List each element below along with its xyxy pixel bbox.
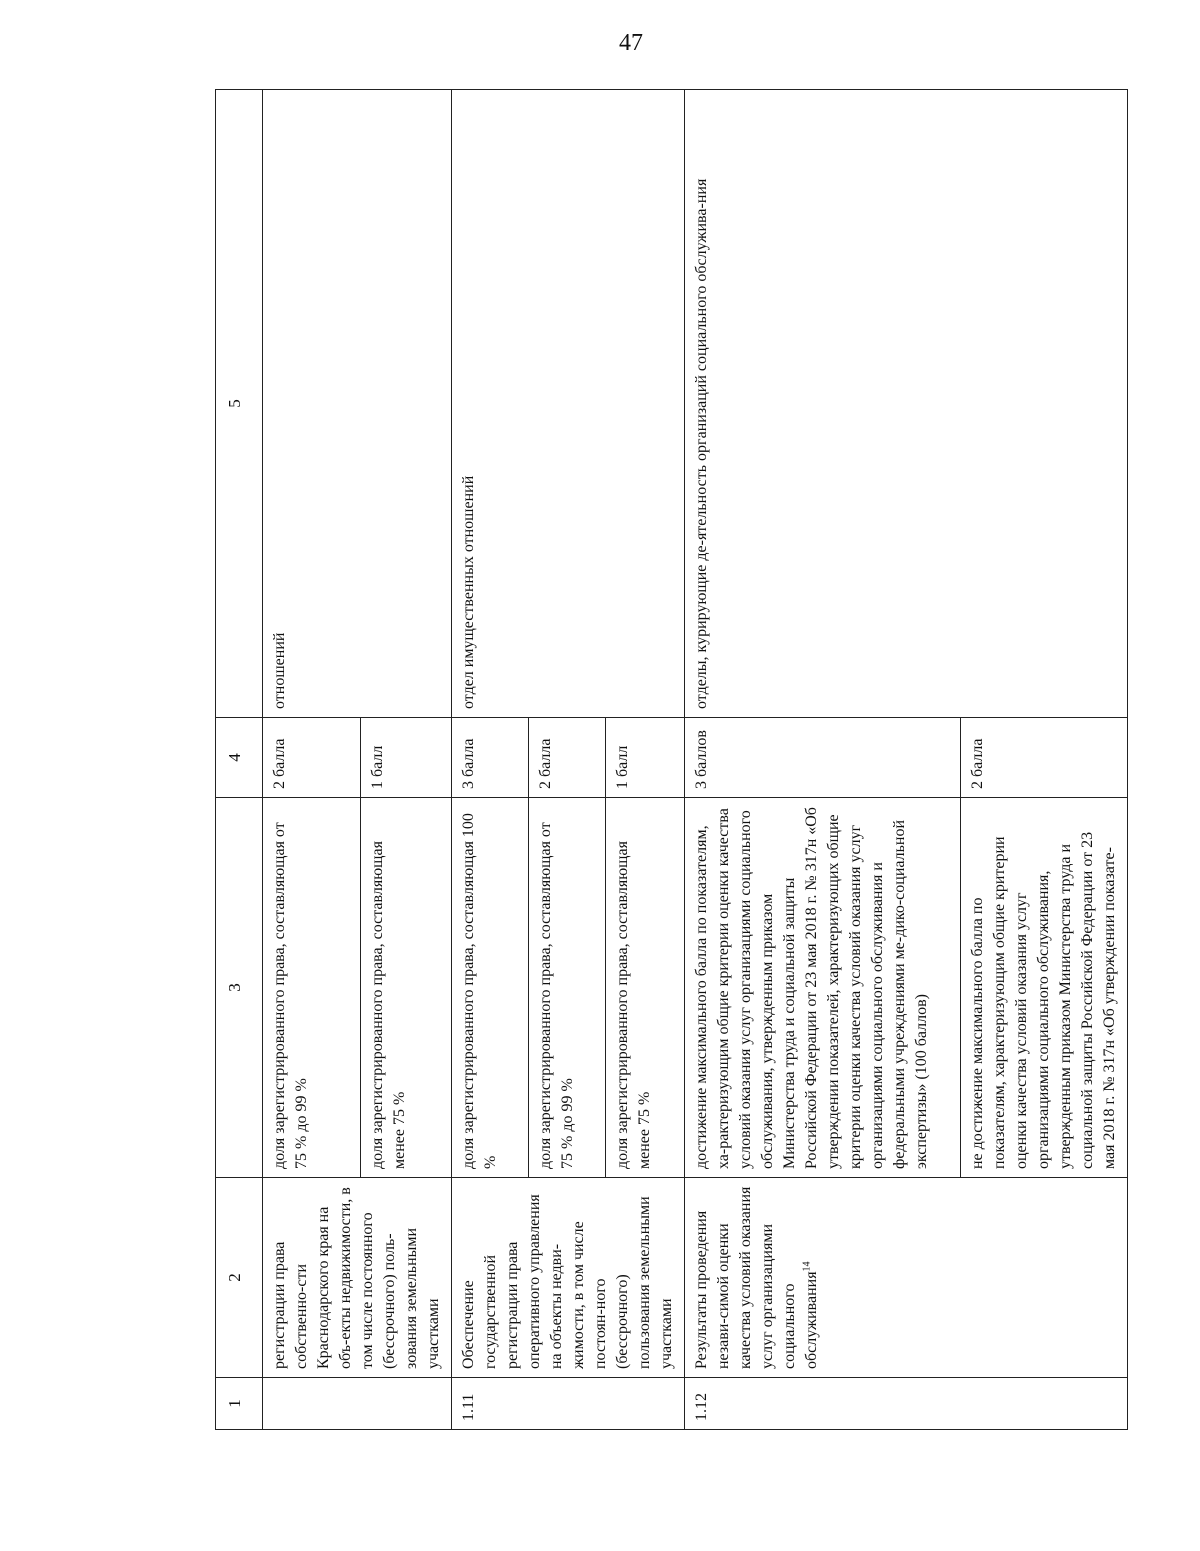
cell-score: 2 балла bbox=[528, 718, 605, 798]
cell-criterion: доля зарегистрированного права, составляющая от 75 % до 99 % bbox=[528, 798, 605, 1178]
header-col-3: 3 bbox=[216, 798, 263, 1178]
cell-indicator: регистрации права собственно-сти Краснодарского края на объ-екты недвижимости, в том числе постоянного (бессрочного) поль-зования земельными участками bbox=[263, 1178, 452, 1378]
table-row bbox=[452, 90, 529, 1430]
cell-criterion: не достижение максимального балла по показателям, характеризующим общие критерии оценки качества условий оказания услуг организациями социального обслуживания, утвержденным приказом Министерства труда и социальной защиты Российской Федерации от 23 мая 2018 г. № 317н «Об утверждении показате- bbox=[961, 798, 1128, 1178]
header-row bbox=[216, 90, 263, 1430]
cell-responsible: отношений bbox=[263, 90, 452, 718]
page-number: 47 bbox=[619, 30, 643, 56]
cell-criterion: доля зарегистрированного права, составляющая менее 75 % bbox=[361, 798, 452, 1178]
cell-criterion: доля зарегистрированного права, составляющая менее 75 % bbox=[605, 798, 684, 1178]
indicator-text: Результаты проведения незави-симой оценки качества условий оказания услуг организациями социального обслуживания bbox=[693, 1186, 820, 1369]
cell-score: 1 балл bbox=[605, 718, 684, 798]
cell-indicator bbox=[685, 1178, 1128, 1378]
cell-score: 3 баллов bbox=[685, 718, 961, 798]
cell-responsible: отдел имущественных отношений bbox=[452, 90, 685, 718]
cell-number: 1.12 bbox=[685, 1378, 1128, 1430]
cell-number bbox=[263, 1378, 452, 1430]
header-col-4: 4 bbox=[216, 718, 263, 798]
table-row bbox=[263, 90, 361, 1430]
header-col-5: 5 bbox=[216, 90, 263, 718]
footnote-ref: 14 bbox=[801, 1261, 813, 1272]
cell-criterion: доля зарегистрированного права, составляющая 100 % bbox=[452, 798, 529, 1178]
rotated-table-container bbox=[215, 90, 1118, 1430]
cell-score: 3 балла bbox=[452, 718, 529, 798]
cell-criterion: доля зарегистрированного права, составляющая от 75 % до 99 % bbox=[263, 798, 361, 1178]
cell-score: 2 балла bbox=[263, 718, 361, 798]
cell-number: 1.11 bbox=[452, 1378, 685, 1430]
cell-indicator: Обеспечение государственной регистрации права оперативного управления на объекты недви-жимости, в том числе постоян-ного (бессрочного) пользования земельными участками bbox=[452, 1178, 685, 1378]
cell-score: 1 балл bbox=[361, 718, 452, 798]
header-col-1: 1 bbox=[216, 1378, 263, 1430]
cell-responsible: отделы, курирующие де-ятельность организаций социального обслужива-ния bbox=[685, 90, 1128, 718]
header-col-2: 2 bbox=[216, 1178, 263, 1378]
cell-criterion: достижение максимального балла по показателям, ха-рактеризующим общие критерии оценки качества условий оказания услуг организациями социального обслуживания, утвержденным приказом Министерства труда и социальной защиты Российской Федерации от 23 мая 2018 г. № 317н «Об утверждении показателей, характеризующих общие критерии оценки качества условий оказания услуг организациями социального обслуживания и федеральными учреждениями ме-дико-социальной экспертизы» (100 баллов) bbox=[685, 798, 961, 1178]
criteria-table bbox=[215, 89, 1128, 1430]
cell-score: 2 балла bbox=[961, 718, 1128, 798]
table-row bbox=[685, 90, 961, 1430]
